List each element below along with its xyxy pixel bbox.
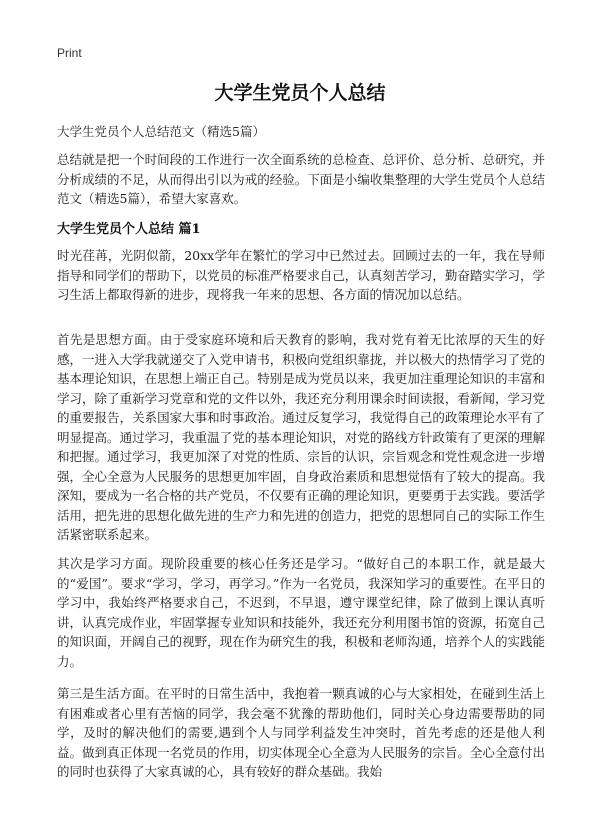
paragraph-ideology: 首先是思想方面。由于受家庭环境和后天教育的影响，我对党有着无比浓厚的天生的好感，一进入大学我就递交了入党申请书，积极向党组织靠拢，并以极大的热情学习了党的基本理论知识，在思想上端正自己。特别是成为党员以来，我更加注重理论知识的丰富和学习，除了重新学习党章和党的文件以外，我还充分利用课余时间读报，看新闻，学习党的重要报告，关系国家大事和时事政治。通过反复学习，我觉得自己的政策理论水平有了明显提高。通过学习，我重温了党的基本理论知识，对党的路线方针政策有了更深的理解和把握。通过学习，我更加深了对党的性质、宗旨的认识，宗旨观念和党性观念进一步增强，全心全意为人民服务的思想更加牢固，自身政治素质和思想觉悟有了较大的提高。我深知，要成为一名合格的共产党员，不仅要有正确的理论知识，更要勇于去实践。要活学活用，把先进的思想化做先进的生产力和先进的创造力，把党的思想同自己的实际工作生活紧密联系起来。 — [57, 332, 545, 542]
document-title: 大学生党员个人总结 — [214, 82, 386, 104]
paragraph-opening: 时光荏苒，光阴似箭，20xx学年在繁忙的学习中已然过去。回顾过去的一年，我在导师指导和同学们的帮助下，以党员的标准严格要求自己，认真刻苦学习，勤奋踏实学习，学习生活上都取得新的进步，现将我一年来的思想、各方面的情况加以总结。 — [57, 248, 545, 302]
intro-paragraph: 总结就是把一个时间段的工作进行一次全面系统的总检查、总评价、总分析、总研究，并分析成绩的不足，从而得出引以为戒的经验。下面是小编收集整理的大学生党员个人总结范文（精选5篇），希望大家喜欢。 — [57, 152, 545, 206]
document-subtitle: 大学生党员个人总结范文（精选5篇） — [57, 124, 265, 139]
paragraph-study: 其次是学习方面。现阶段重要的核心任务还是学习。“做好自己的本职工作，就是最大的“爱国”。要求“学习，学习，再学习。”作为一名党员，我深知学习的重要性。在平日的学习中，我始终严格要求自己，不迟到，不早退，遵守课堂纪律，除了做到上课认真听讲，认真完成作业，牢固掌握专业知识和技能外，我还充分利用图书馆的资源，拓宽自己的知识面，开阔自己的视野，现在作为研究生的我，积极和老师沟通，培养个人的实践能力。 — [57, 556, 545, 669]
print-link[interactable]: Print — [57, 46, 82, 60]
section-heading: 大学生党员个人总结 篇1 — [57, 222, 201, 237]
paragraph-life: 第三是生活方面。在平时的日常生活中，我抱着一颗真诚的心与大家相处，在碰到生活上有困难或者心里有苦恼的同学，我会毫不犹豫的帮助他们，同时关心身边需要帮助的同学，及时的解决他们的需要,遇到个人与同学利益发生冲突时，首先考虑的还是他人利益。做到真正体现一名党员的作用，切实体现全心全意为人民服务的宗旨。全心全意付出的同时也获得了大家真诚的心，具有较好的群众基础。我始 — [57, 686, 545, 779]
